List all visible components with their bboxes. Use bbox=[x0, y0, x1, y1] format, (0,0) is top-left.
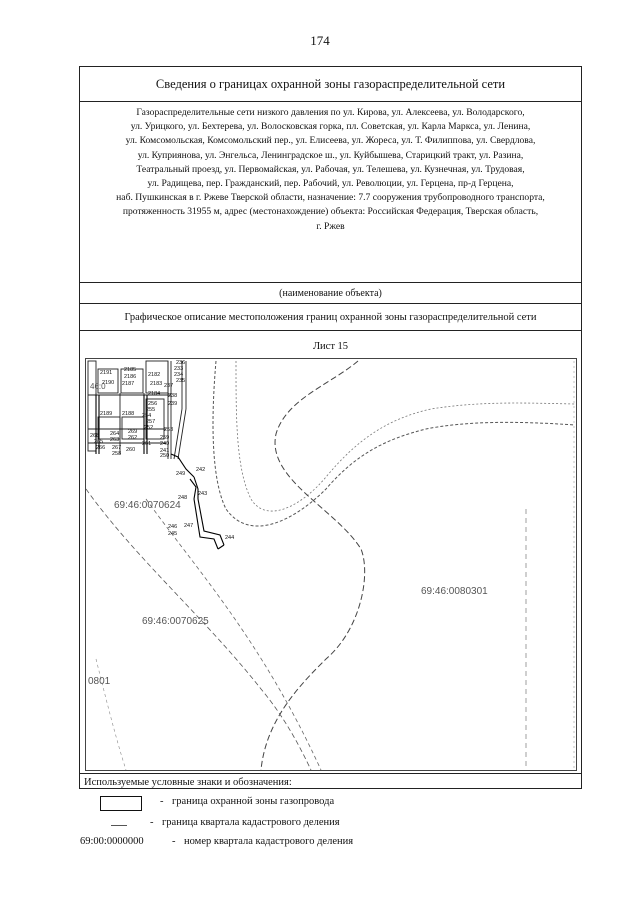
point-label: 238 bbox=[168, 393, 178, 399]
point-label: 263 bbox=[110, 437, 120, 443]
point-label: 2182 bbox=[148, 372, 161, 378]
point-label: 265 bbox=[94, 439, 104, 445]
point-label: 2189 bbox=[100, 411, 113, 417]
point-label: 2188 bbox=[122, 411, 135, 417]
point-label: 262 bbox=[128, 435, 138, 441]
point-label: 250 bbox=[160, 453, 170, 459]
parcel-label: 69:46:0070624 bbox=[114, 500, 181, 511]
sheet-label: Лист 15 bbox=[312, 341, 349, 352]
point-label: 256 bbox=[148, 401, 158, 407]
description-line: Театральный проезд, ул. Первомайская, ул. Рабочая, ул. Телешева, ул. Кузнечная, ул. Трудовая, bbox=[136, 163, 525, 175]
legend bbox=[80, 773, 581, 860]
point-label: 2186 bbox=[124, 374, 137, 380]
map-drawing bbox=[86, 359, 576, 770]
point-label: 233 bbox=[174, 366, 184, 372]
point-label: 2191 bbox=[100, 370, 113, 376]
point-label: 235 bbox=[176, 378, 186, 384]
document-frame bbox=[79, 66, 582, 847]
description-line: ул. Урицкого, ул. Бехтерева, ул. Волосковская горка, пл. Советская, ул. Карла Маркса, ул. Ленина, bbox=[130, 121, 531, 133]
point-label: 2184 bbox=[148, 391, 161, 397]
point-label: 257 bbox=[146, 419, 156, 425]
point-label: 260 bbox=[126, 447, 136, 453]
point-label: 234 bbox=[174, 372, 184, 378]
protection-zone-legend-symbol bbox=[100, 796, 142, 811]
point-label: 240 bbox=[160, 441, 170, 447]
legend-dash: - bbox=[150, 817, 154, 828]
description-line: ул. Комсомольская, Комсомольский пер., ул. Елисеева, ул. Жореса, ул. Т. Филиппова, ул. Свердлова, bbox=[125, 135, 536, 147]
description-line: ул. Радищева, пер. Гражданский, пер. Рабочий, ул. Революции, ул. Герцена, пр-д Герцена, bbox=[147, 178, 514, 190]
point-label: 248 bbox=[178, 495, 188, 501]
description-line: протяженность 31955 м, адрес (местонахождение) объекта: Российская Федерация, Тверская область, bbox=[122, 206, 539, 218]
point-label: 245 bbox=[168, 531, 178, 537]
point-label: 266 bbox=[96, 445, 106, 451]
description-line: ул. Куприянова, ул. Энгельса, Ленинградское ш., ул. Куйбышева, Старицкий тракт, ул. Разина, bbox=[137, 149, 524, 161]
legend-item-quarter-boundary: граница квартала кадастрового деления bbox=[162, 817, 340, 828]
river-boundary-line bbox=[213, 361, 575, 526]
point-label: 2187 bbox=[122, 381, 135, 387]
page-number: 174 bbox=[310, 33, 330, 48]
quarter-boundary-legend-symbol bbox=[111, 825, 127, 826]
point-label: 239 bbox=[168, 401, 178, 407]
legend-item-quarter-number: номер квартала кадастрового деления bbox=[184, 836, 354, 847]
cadastral-map bbox=[85, 358, 577, 771]
legend-dash: - bbox=[172, 836, 176, 847]
parcel-label: 0801 bbox=[88, 676, 111, 687]
point-label: 247 bbox=[184, 523, 194, 529]
parcel-label: 46:0 bbox=[90, 382, 106, 391]
point-label: 269 bbox=[128, 429, 138, 435]
quarter-number-legend-symbol: 69:00:0000000 bbox=[80, 836, 144, 847]
point-label: 259 bbox=[160, 435, 170, 441]
point-label: 243 bbox=[198, 491, 208, 497]
point-label: 236 bbox=[176, 360, 186, 366]
point-label: 237 bbox=[164, 383, 174, 389]
point-label: 2185 bbox=[124, 367, 137, 373]
point-label: 254 bbox=[142, 413, 152, 419]
graphic-description-title: Графическое описание местоположения границ охранной зоны газораспределительной сети bbox=[80, 304, 581, 331]
parcel-label: 69:46:0080301 bbox=[421, 586, 488, 597]
point-label: 249 bbox=[176, 471, 186, 477]
point-label: 267 bbox=[112, 445, 122, 451]
point-label: 252 bbox=[144, 425, 154, 431]
point-label: 2183 bbox=[150, 381, 163, 387]
point-label: 255 bbox=[146, 407, 156, 413]
point-label: 244 bbox=[225, 535, 235, 541]
document-title: Сведения о границах охранной зоны газораспределительной сети bbox=[80, 67, 581, 102]
point-label: 2190 bbox=[102, 380, 115, 386]
point-label: 261 bbox=[142, 441, 152, 447]
description-line: г. Ржев bbox=[316, 220, 345, 232]
point-label: 264 bbox=[110, 431, 120, 437]
description-line: наб. Пушкинская в г. Ржеве Тверской области, назначение: 7.7 сооружения трубопроводного транспорта, bbox=[116, 192, 545, 204]
point-label: 241 bbox=[160, 448, 170, 454]
quarter-boundary-line bbox=[86, 489, 311, 770]
point-label: 253 bbox=[164, 427, 174, 433]
parcel-label: 69:46:0070625 bbox=[142, 616, 209, 627]
object-name-caption: (наименование объекта) bbox=[80, 283, 581, 304]
legend-item-protection-zone: граница охранной зоны газопровода bbox=[172, 796, 335, 807]
legend-dash: - bbox=[160, 796, 164, 807]
point-label: 258 bbox=[112, 451, 122, 457]
point-label: 268 bbox=[90, 433, 100, 439]
legend-heading: Используемые условные знаки и обозначения: bbox=[84, 777, 292, 788]
description-line: Газораспределительные сети низкого давления по ул. Кирова, ул. Алексеева, ул. Володарского, bbox=[136, 107, 525, 118]
river-boundary-line bbox=[236, 361, 575, 511]
point-label: 246 bbox=[168, 524, 178, 530]
point-label: 242 bbox=[196, 467, 206, 473]
object-description bbox=[80, 102, 581, 283]
